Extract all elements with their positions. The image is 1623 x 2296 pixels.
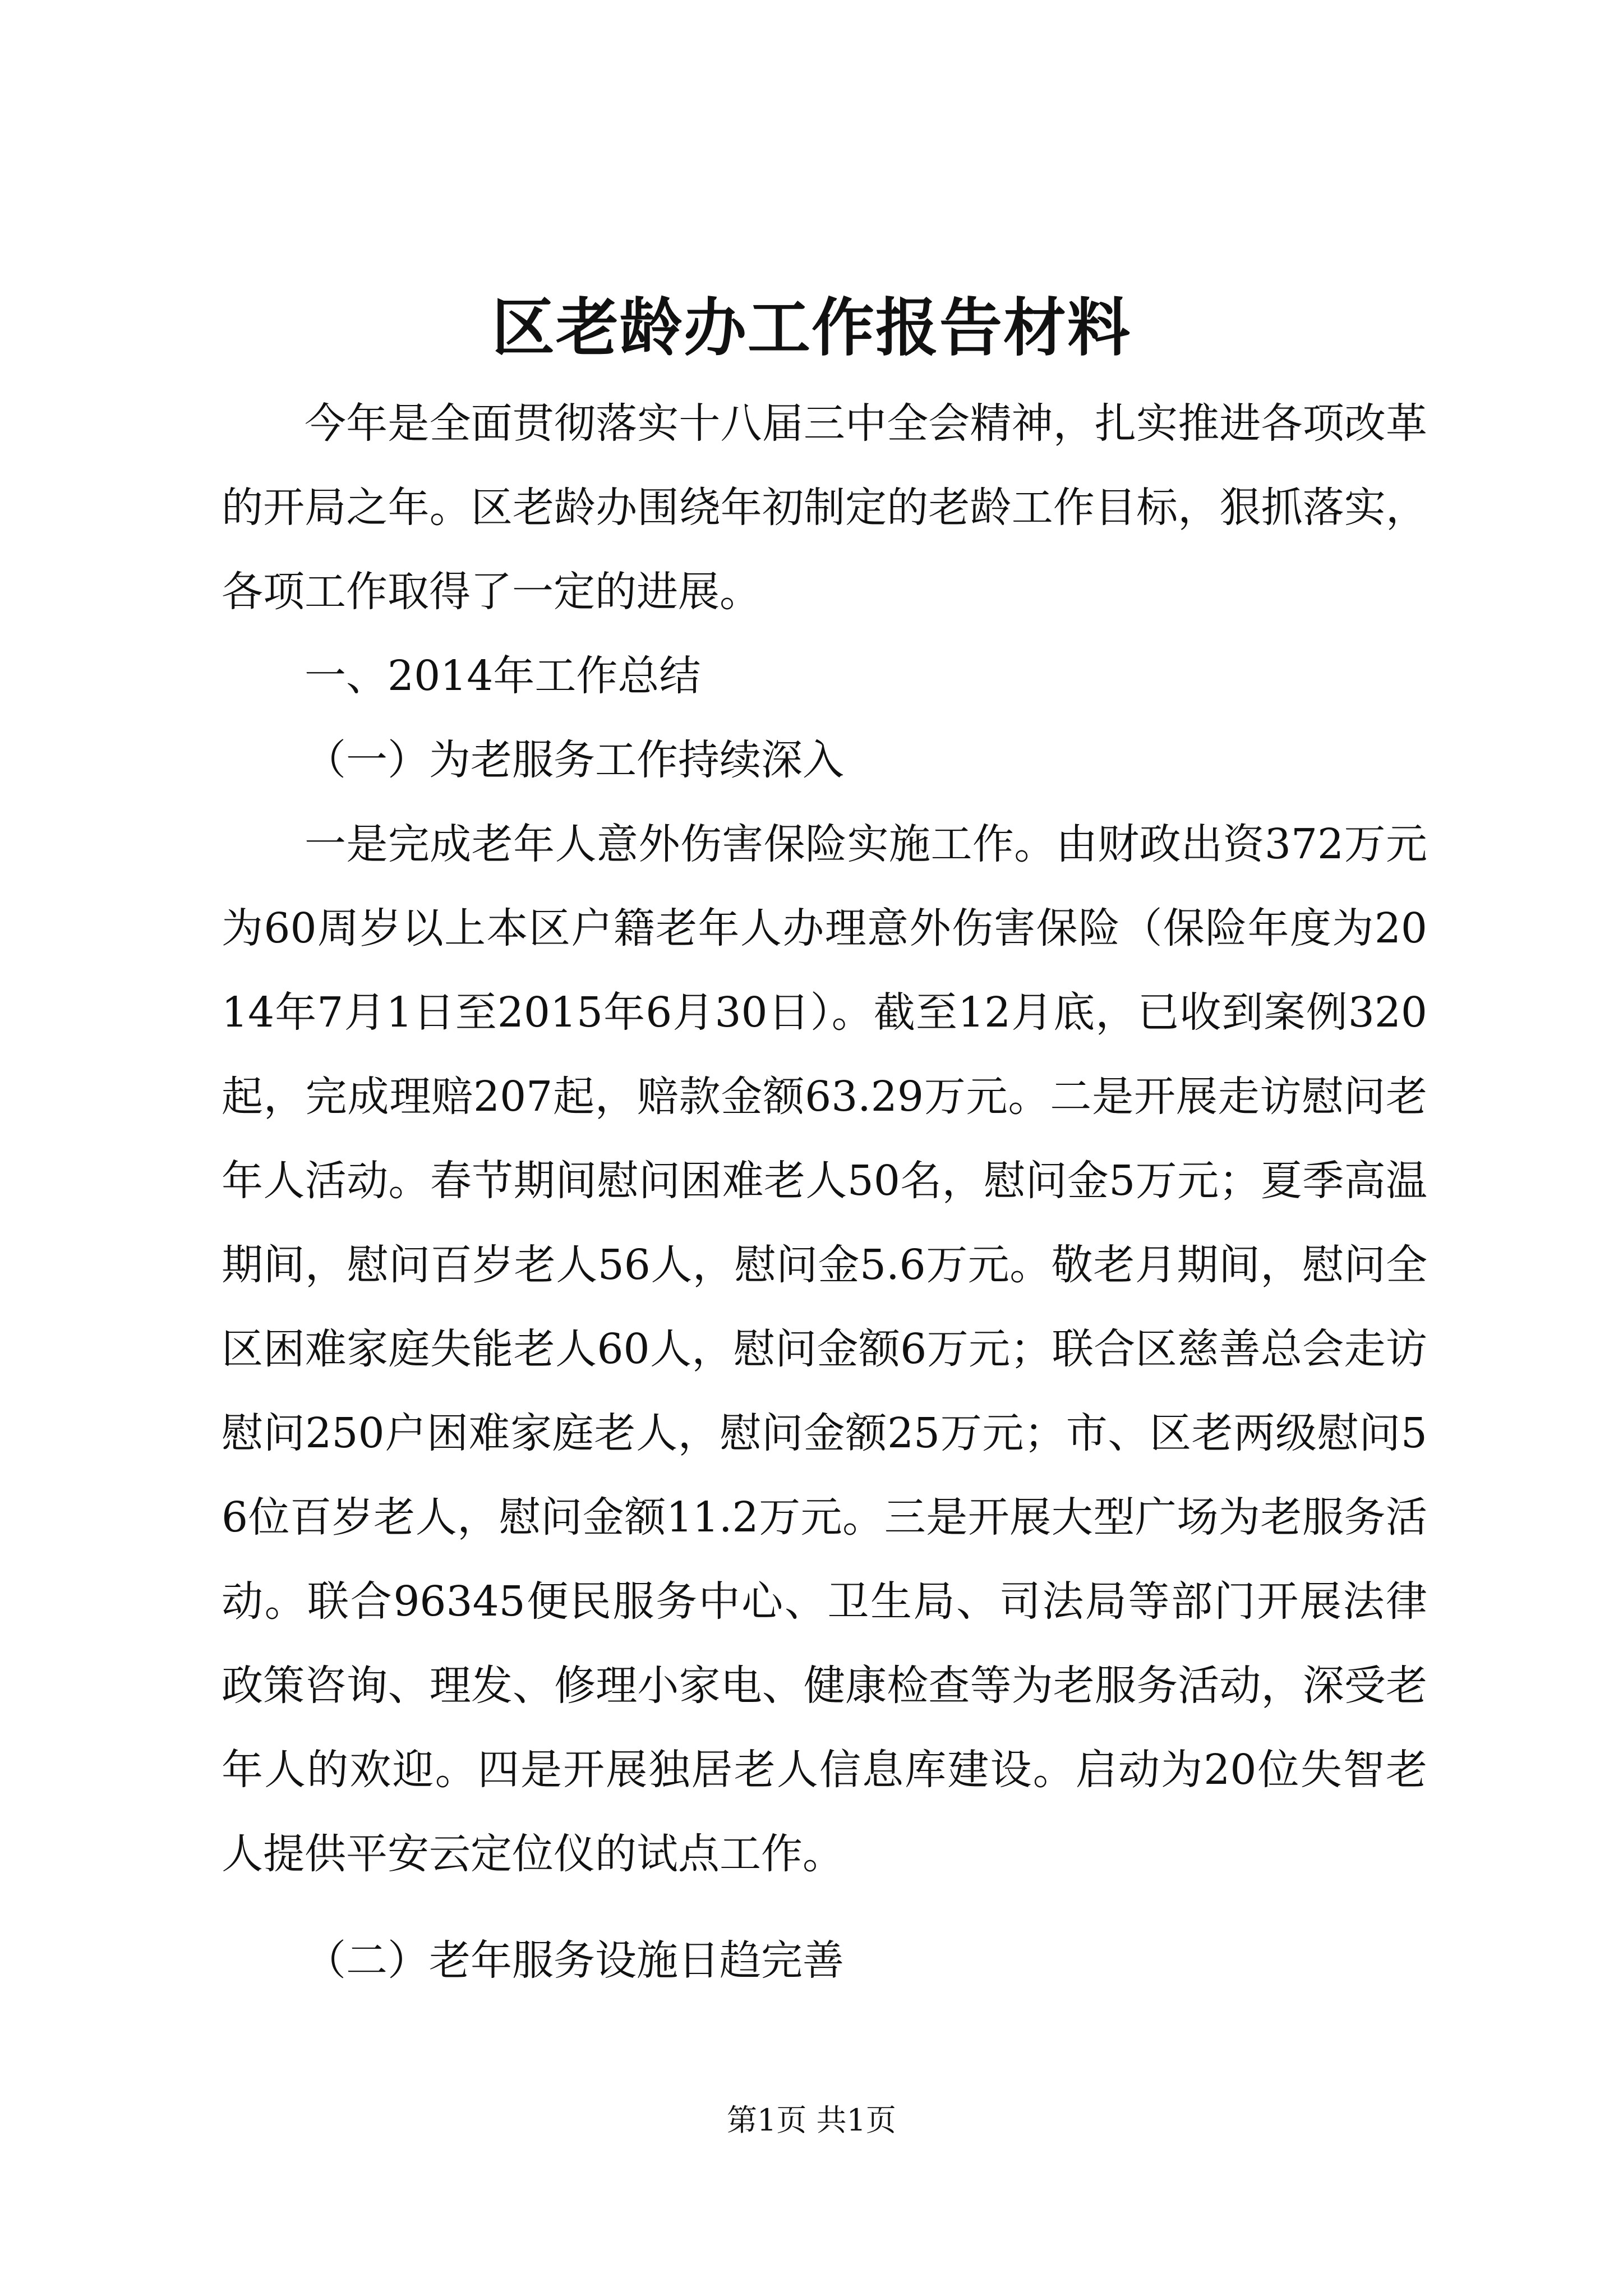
- subsection-heading-services: （一）为老服务工作持续深入: [305, 736, 844, 784]
- subsection-heading-facilities: （二）老年服务设施日趋完善: [305, 1936, 844, 1985]
- page-number: 第1页 共1页: [727, 2102, 896, 2138]
- document-body: [222, 381, 1427, 2003]
- document-title: 区老龄办工作报告材料: [492, 291, 1131, 365]
- section-heading-2014-summary: 一、2014年工作总结: [305, 652, 701, 700]
- intro-paragraph: 今年是全面贯彻落实十八届三中全会精神，扎实推进各项改革的开局之年。区老龄办围绕年初制定的老龄工作目标，狠抓落实，各项工作取得了一定的进展。: [222, 399, 1427, 616]
- services-paragraph: 一是完成老年人意外伤害保险实施工作。由财政出资372万元为60周岁以上本区户籍老年人办理意外伤害保险（保险年度为2014年7月1日至2015年6月30日）。截至12月底，已收到案例320起，完成理赔207起，赔款金额63.29万元。二是开展走访慰问老年人活动。春节期间慰问困难老人50名，慰问金5万元；夏季高温期间，慰问百岁老人56人，慰问金5.6万元。敬老月期间，慰问全区困难家庭失能老人60人，慰问金额6万元；联合区慈善总会走访慰问250户困难家庭老人，慰问金额25万元；市、区老两级慰问56位百岁老人，慰问金额11.2万元。三是开展大型广场为老服务活动。联合96345便民服务中心、卫生局、司法局等部门开展法律政策咨询、理发、修理小家电、健康检查等为老服务活动，深受老年人的欢迎。四是开展独居老人信息库建设。启动为20位失智老人提供平安云定位仪的试点工作。: [222, 820, 1427, 1878]
